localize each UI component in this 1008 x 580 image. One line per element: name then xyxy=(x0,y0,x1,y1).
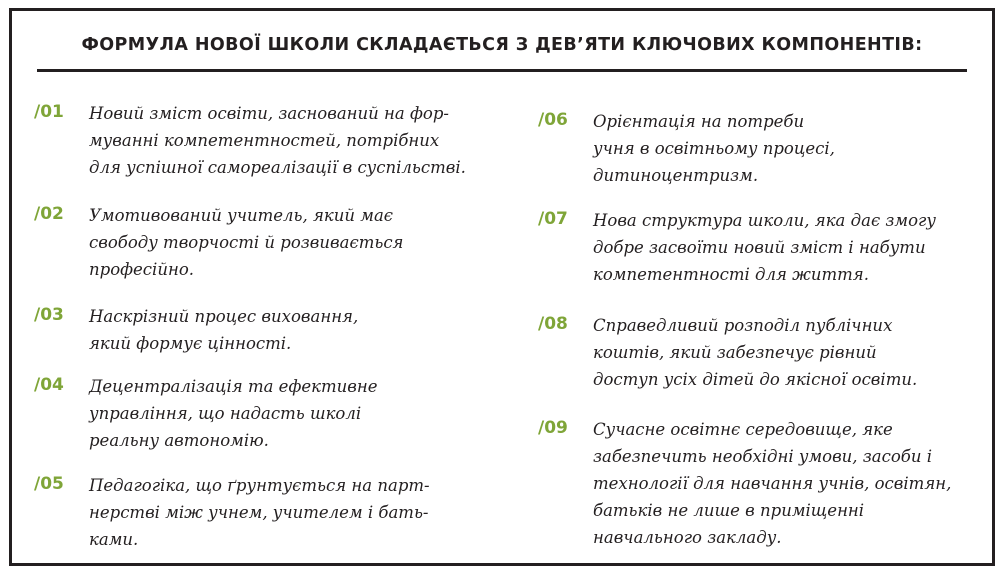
component-number: /04 xyxy=(34,375,64,395)
title-divider xyxy=(37,69,967,72)
component-number: /07 xyxy=(538,209,568,229)
content-frame xyxy=(9,8,995,566)
component-number: /03 xyxy=(34,305,64,325)
component-text: Умотивований учитель, який має свободу творчості й розвивається професійно. xyxy=(89,206,404,279)
component-text: Наскрізний процес виховання, який формує цінності. xyxy=(89,307,359,353)
component-text: Педагогіка, що ґрунтується на парт- нерстві між учнем, учителем і бать- ками. xyxy=(89,476,430,549)
component-text: Сучасне освітнє середовище, яке забезпечить необхідні умови, засоби і технології для навчання учнів, освітян, батьків не лише в приміщенні навчального закладу. xyxy=(593,420,952,547)
component-number: /05 xyxy=(34,474,64,494)
component-text: Орієнтація на потреби учня в освітньому процесі, дитиноцентризм. xyxy=(593,112,835,185)
component-text: Нова структура школи, яка дає змогу добре засвоїти новий зміст і набути компетентності для життя. xyxy=(593,211,936,284)
component-number: /08 xyxy=(538,314,568,334)
component-text: Новий зміст освіти, заснований на фор- муванні компетентностей, потрібних для успішної самореалізації в суспільстві. xyxy=(89,104,466,177)
component-number: /09 xyxy=(538,418,568,438)
component-number: /02 xyxy=(34,204,64,224)
component-text: Справедливий розподіл публічних коштів, який забезпечує рівний доступ усіх дітей до якісної освіти. xyxy=(593,316,918,389)
page-title: ФОРМУЛА НОВОЇ ШКОЛИ СКЛАДАЄТЬСЯ З ДЕВ’ЯТИ КЛЮЧОВИХ КОМПОНЕНТІВ: xyxy=(81,35,923,55)
component-text: Децентралізація та ефективне управління, що надасть школі реальну автономію. xyxy=(89,377,378,450)
component-number: /01 xyxy=(34,102,64,122)
component-number: /06 xyxy=(538,110,568,130)
